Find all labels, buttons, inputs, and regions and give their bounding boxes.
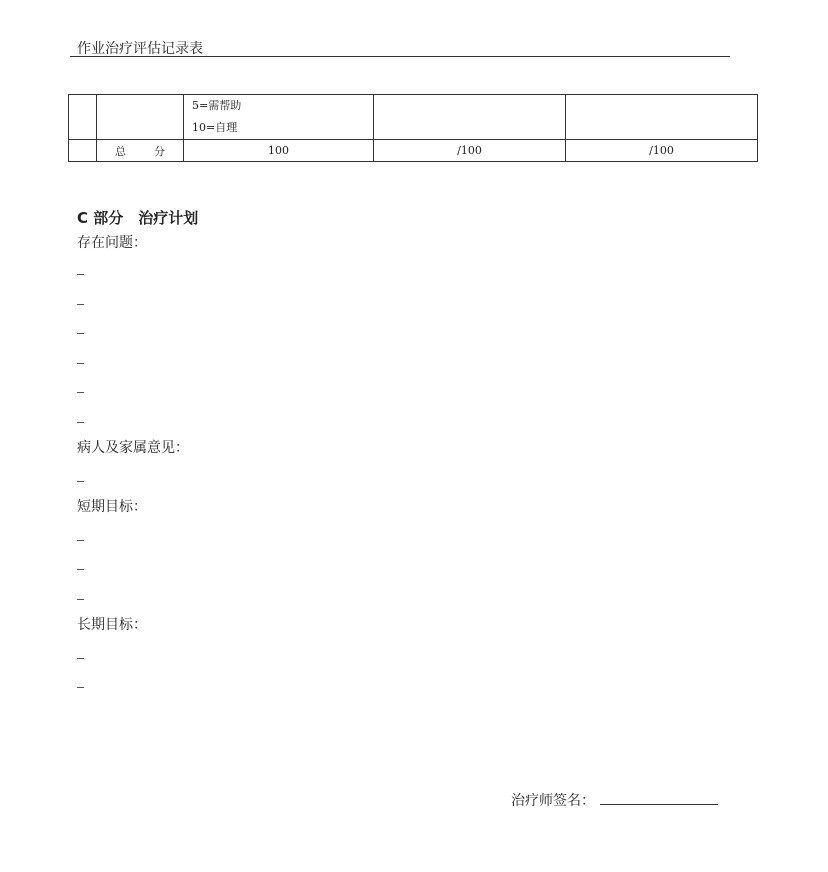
family-opinion-label: 病人及家属意见：	[77, 440, 189, 456]
total-score-eval-2: /100	[566, 140, 758, 162]
total-label-cell	[97, 140, 184, 162]
legend-line-need-help: 5=需帮助	[192, 99, 242, 112]
document-title: 作业治疗评估记录表	[77, 41, 203, 57]
long-goal-blank	[77, 687, 84, 688]
long-goal-blank	[77, 658, 84, 659]
problem-blank	[77, 304, 84, 305]
total-label-left: 总	[115, 144, 126, 158]
table-cell	[69, 140, 97, 162]
total-row	[69, 140, 758, 162]
score-table	[68, 94, 758, 162]
total-max-score: 100	[184, 140, 374, 162]
signature-line	[600, 804, 718, 805]
short-goal-blank	[77, 540, 84, 541]
problems-label: 存在问题：	[77, 235, 147, 251]
problem-blank	[77, 392, 84, 393]
table-row	[69, 95, 758, 140]
total-label-right: 分	[154, 144, 165, 158]
legend-line-independent: 10=自理	[192, 121, 238, 134]
problem-blank	[77, 333, 84, 334]
problem-blank	[77, 422, 84, 423]
therapist-signature-label: 治疗师签名：	[511, 793, 595, 809]
family-opinion-blank	[77, 481, 84, 482]
table-cell	[566, 95, 758, 140]
short-goal-blank	[77, 569, 84, 570]
table-cell	[97, 95, 184, 140]
section-c-title: C 部分 治疗计划	[77, 209, 199, 227]
table-cell	[69, 95, 97, 140]
header-divider	[70, 56, 730, 57]
table-cell	[374, 95, 566, 140]
problem-blank	[77, 274, 84, 275]
scoring-legend-cell	[184, 95, 374, 140]
short-term-goals-label: 短期目标：	[77, 499, 147, 515]
total-score-eval-1: /100	[374, 140, 566, 162]
long-term-goals-label: 长期目标：	[77, 617, 147, 633]
short-goal-blank	[77, 599, 84, 600]
problem-blank	[77, 363, 84, 364]
